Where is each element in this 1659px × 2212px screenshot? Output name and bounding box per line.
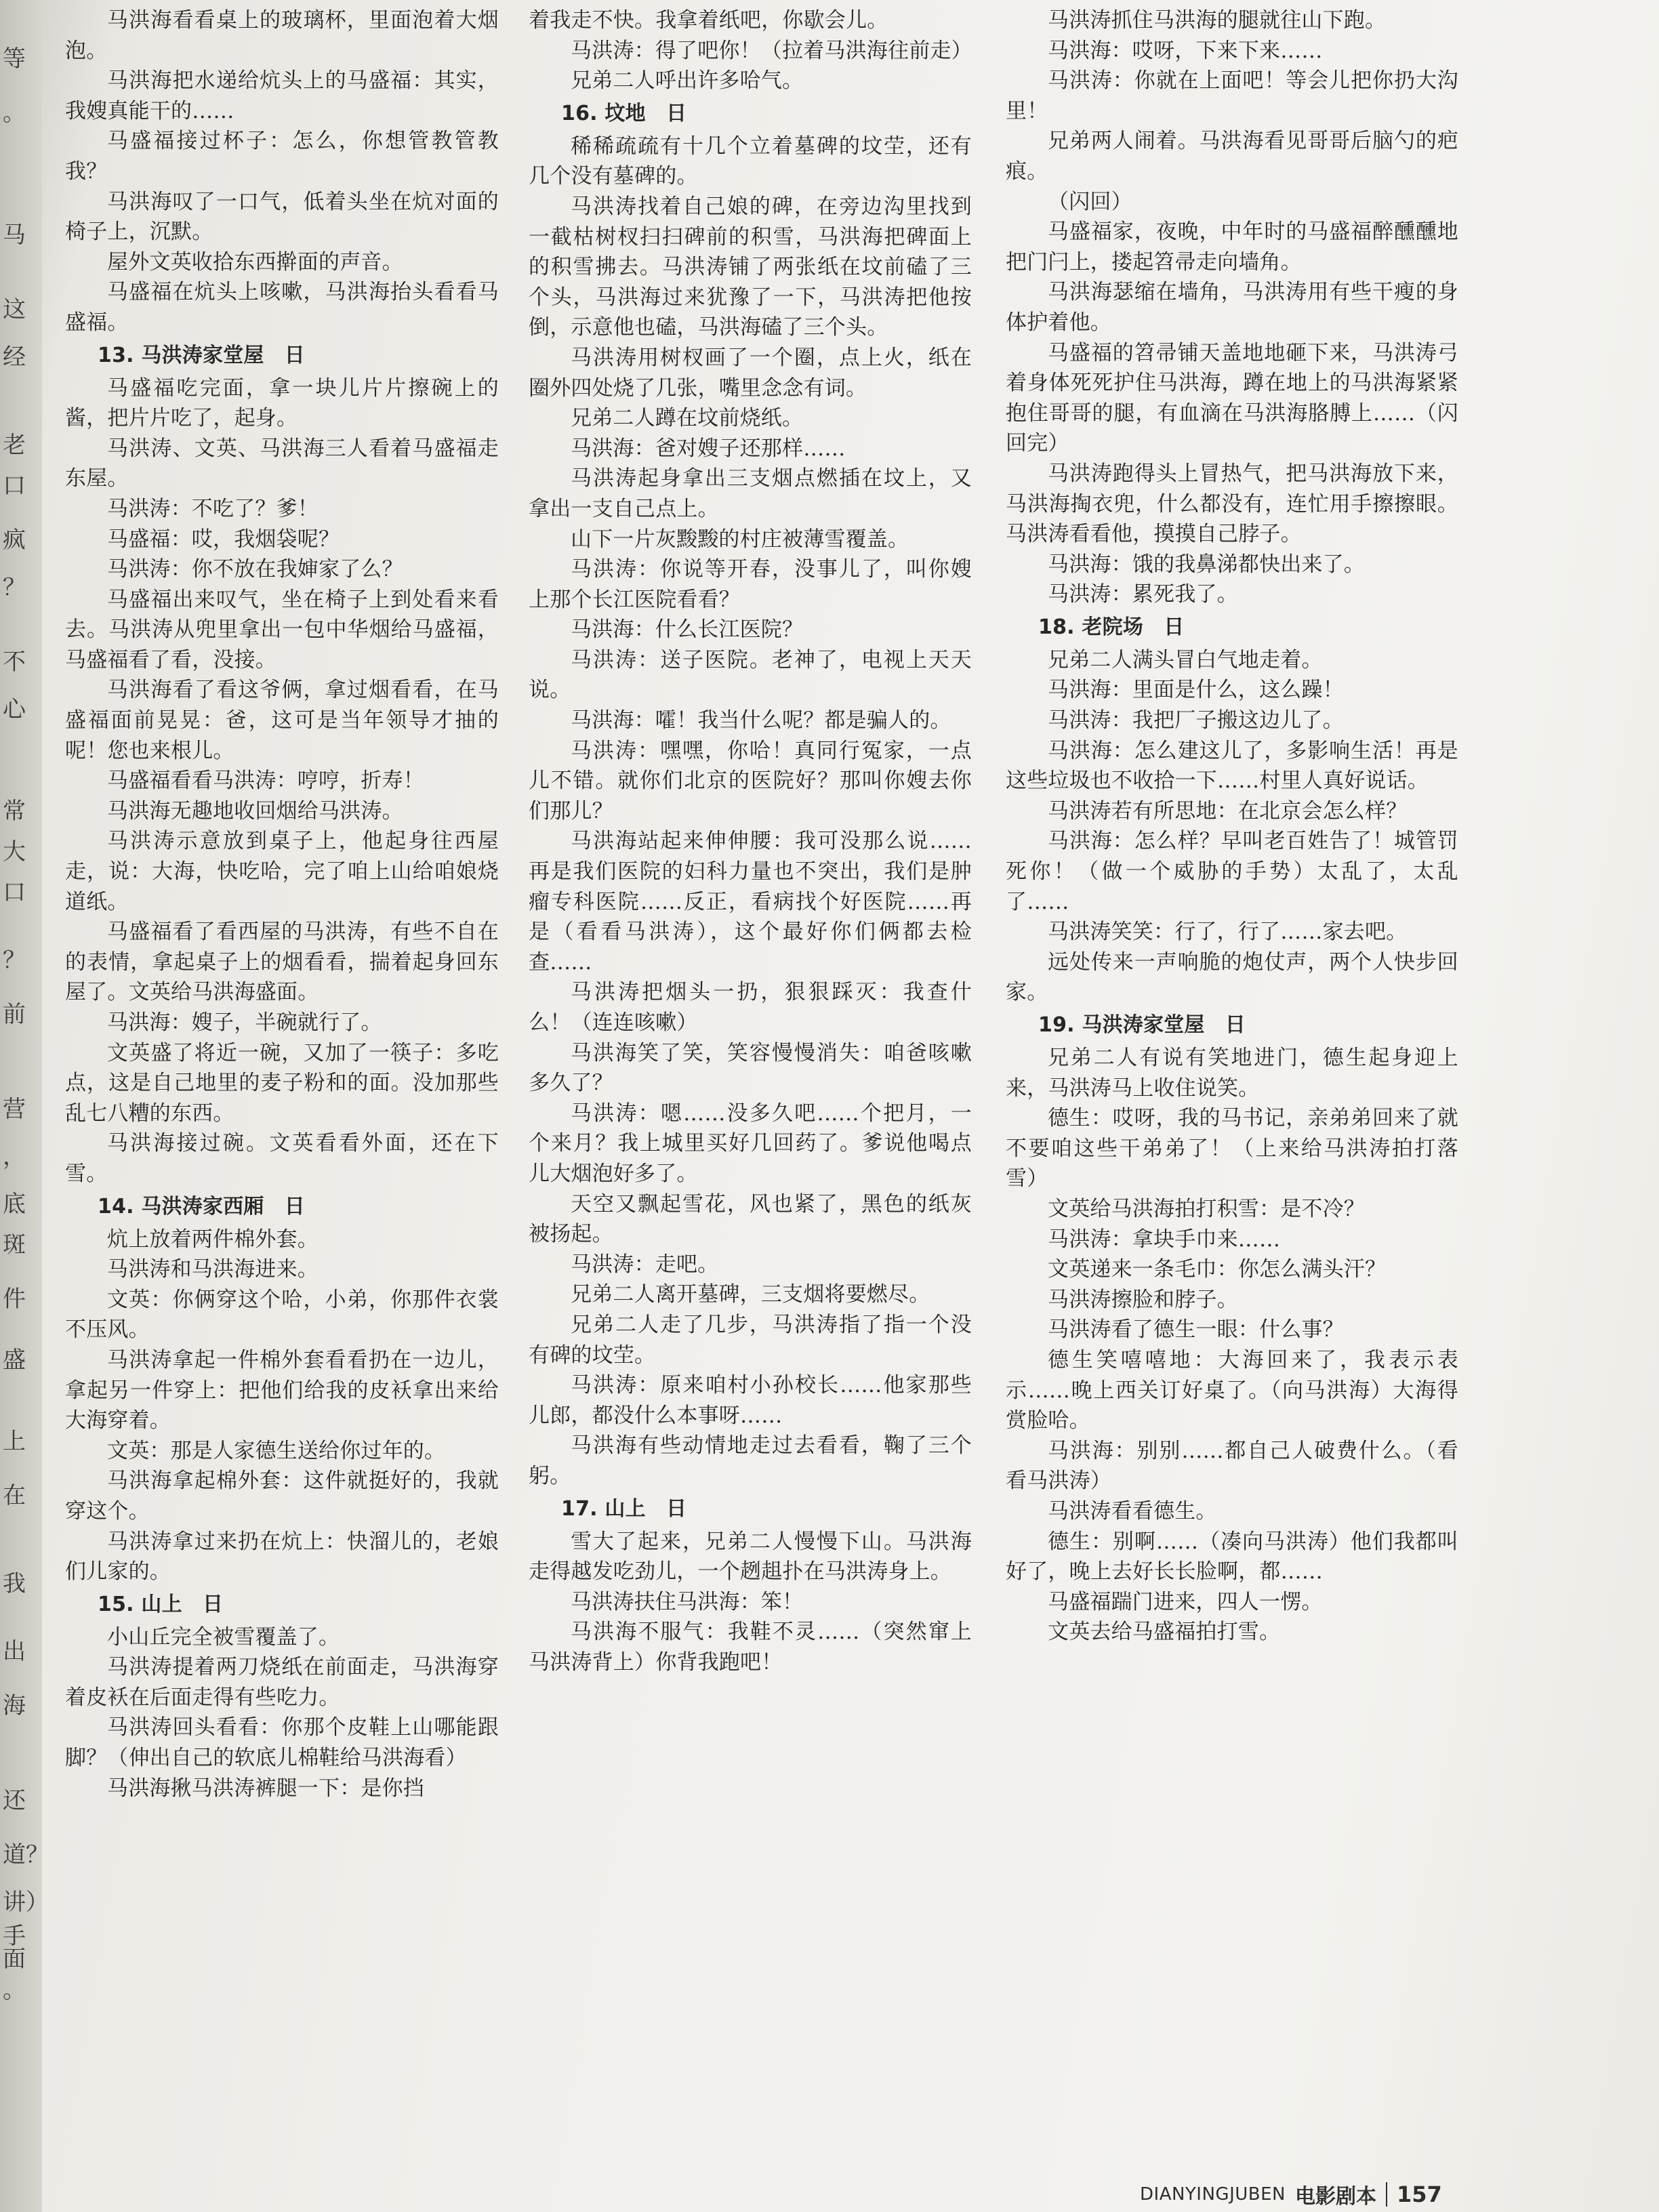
script-paragraph: 马洪海：爸对嫂子还那样……: [571, 436, 846, 461]
script-paragraph: 马洪涛：得了吧你！（拉着马洪海往前走）: [571, 38, 972, 63]
scene-heading: 14. 马洪涛家西厢 日: [98, 1194, 305, 1218]
facing-page-fragment: 经: [3, 344, 26, 371]
facing-page-fragment: 还: [3, 1787, 26, 1814]
script-paragraph: 马洪海接过碗。文英看看外面，还在下雪。: [65, 1131, 499, 1186]
script-paragraph: 马洪海不服气：我鞋不灵……（突然窜上马洪涛背上）你背我跑吧！: [529, 1620, 972, 1675]
script-paragraph: 德生：哎呀，我的马书记，亲弟弟回来了就不要咱这些干弟弟了！（上来给马洪涛拍打落雪）: [1006, 1106, 1458, 1191]
script-paragraph: 马盛福出来叹气，坐在椅子上到处看来看去。马洪涛从兜里拿出一包中华烟给马盛福，马盛福看了看，没接。: [65, 587, 499, 672]
script-paragraph: 屋外文英收拾东西擀面的声音。: [107, 249, 403, 274]
script-paragraph: 马洪涛和马洪海进来。: [107, 1257, 319, 1282]
scene-heading: 15. 山上 日: [98, 1592, 224, 1616]
page-number: 157: [1396, 2182, 1442, 2207]
script-paragraph: 马盛福接过杯子：怎么，你想管教管教我？: [65, 129, 499, 184]
script-paragraph: 马洪涛：拿块手巾来……: [1048, 1227, 1281, 1252]
script-paragraph: 马盛福家，夜晚，中年时的马盛福醉醺醺地把门闩上，搂起笤帚走向墙角。: [1006, 220, 1458, 274]
facing-page-fragment: 底: [3, 1191, 26, 1218]
script-paragraph: 文英盛了将近一碗，又加了一筷子：多吃点，这是自己地里的麦子粉和的面。没加那些乱七八糟的东西。: [65, 1040, 499, 1126]
script-paragraph: 德生笑嘻嘻地：大海回来了，我表示表示……晚上西关订好桌了。（向马洪海）大海得赏脸哈。: [1006, 1347, 1458, 1433]
facing-page-fragment: ？: [3, 947, 26, 974]
script-paragraph: 马洪涛若有所思地：在北京会怎么样？: [1048, 798, 1408, 823]
facing-page-fragment: 讲）: [3, 1889, 49, 1916]
script-paragraph: 马洪海揪马洪涛裤腿一下：是你挡: [107, 1776, 424, 1801]
facing-page-fragment: 海: [3, 1692, 26, 1719]
facing-page-fragment: 斑: [3, 1231, 26, 1258]
script-paragraph: 雪大了起来，兄弟二人慢慢下山。马洪海走得越发吃劲儿，一个趔趄扑在马洪涛身上。: [529, 1529, 972, 1584]
script-paragraph: 马盛福在炕头上咳嗽，马洪海抬头看看马盛福。: [65, 280, 499, 335]
script-paragraph: 小山丘完全被雪覆盖了。: [107, 1624, 340, 1650]
script-paragraph: 马洪涛：原来咱村小孙校长……他家那些儿郎，都没什么本事呀……: [529, 1373, 972, 1428]
script-paragraph: 马洪海：饿的我鼻涕都快出来了。: [1048, 552, 1365, 577]
script-paragraph: 马洪海：哎呀，下来下来……: [1048, 38, 1323, 63]
script-paragraph: 马洪涛抓住马洪海的腿就往山下跑。: [1048, 8, 1387, 33]
script-paragraph: 马洪涛：你就在上面吧！等会儿把你扔大沟里！: [1006, 68, 1458, 123]
facing-page-edge: [0, 0, 49, 2212]
facing-page-fragment: 件: [3, 1286, 26, 1313]
script-paragraph: 马洪涛笑笑：行了，行了……家去吧。: [1048, 920, 1408, 945]
script-paragraph: 马盛福看了看西屋的马洪涛，有些不自在的表情，拿起桌子上的烟看看，揣着起身回东屋了。文英给马洪海盛面。: [65, 920, 499, 1005]
script-paragraph: 马盛福：哎，我烟袋呢？: [107, 527, 340, 552]
facing-page-fragment: 常: [3, 798, 26, 825]
facing-page-fragment: 疯: [3, 527, 26, 554]
script-paragraph: 兄弟二人有说有笑地进门，德生起身迎上来，马洪涛马上收住说笑。: [1006, 1046, 1458, 1101]
script-paragraph: 马洪海无趣地收回烟给马洪涛。: [107, 798, 403, 823]
script-paragraph: 马洪海：里面是什么，这么躁！: [1048, 678, 1344, 703]
script-paragraph: （闪回）: [1048, 189, 1132, 214]
script-paragraph: 马洪海：怎么建这儿了，多影响生活！再是这些垃圾也不收拾一下……村里人真好说话。: [1006, 738, 1458, 794]
script-paragraph: 马洪涛：你说等开春，没事儿了，叫你嫂上那个长江医院看看？: [529, 557, 972, 612]
facing-page-fragment: ，: [3, 1143, 26, 1170]
script-paragraph: 马洪海有些动情地走过去看看，鞠了三个躬。: [529, 1433, 972, 1488]
script-paragraph: 马洪涛看看德生。: [1048, 1498, 1217, 1523]
script-paragraph: 马洪涛擦脸和脖子。: [1048, 1287, 1238, 1312]
script-paragraph: 马盛福吃完面，拿一块儿片片擦碗上的酱，把片片吃了，起身。: [65, 375, 499, 431]
script-paragraph: 马洪涛看了德生一眼：什么事？: [1048, 1317, 1344, 1343]
facing-page-fragment: 上: [3, 1428, 26, 1455]
script-paragraph: 德生：别啊……（凑向马洪涛）他们我都叫好了，晚上去好长长脸啊，都……: [1006, 1529, 1458, 1584]
script-paragraph: 马洪涛：走吧。: [571, 1252, 719, 1277]
script-paragraph: 马洪涛、文英、马洪海三人看着马盛福走东屋。: [65, 436, 499, 491]
scene-heading: 19. 马洪涛家堂屋 日: [1038, 1013, 1246, 1037]
script-paragraph: 马洪涛提着两刀烧纸在前面走，马洪海穿着皮袄在后面走得有些吃力。: [65, 1655, 499, 1710]
script-paragraph: 马洪海叹了一口气，低着头坐在炕对面的椅子上，沉默。: [65, 189, 499, 245]
facing-page-fragment: 前: [3, 1001, 26, 1028]
footer-divider: [1386, 2182, 1387, 2207]
facing-page-fragment: 这: [3, 296, 26, 323]
script-paragraph: 文英递来一条毛巾：你怎么满头汗？: [1048, 1257, 1387, 1282]
facing-page-fragment: 大: [3, 838, 26, 865]
facing-page-fragment: 。: [3, 1977, 26, 2004]
magazine-name-chinese: 电影剧本: [1294, 2185, 1376, 2209]
facing-page-fragment: 马: [3, 222, 26, 249]
facing-page-fragment: 口: [3, 472, 26, 499]
script-paragraph: 马洪海笑了笑，笑容慢慢消失：咱爸咳嗽多久了？: [529, 1040, 972, 1096]
script-paragraph: 兄弟二人呼出许多哈气。: [571, 68, 804, 94]
facing-page-fragment: 在: [3, 1482, 26, 1509]
facing-page-fragment: 营: [3, 1096, 26, 1123]
script-paragraph: 着我走不快。我拿着纸吧，你歇会儿。: [529, 8, 888, 33]
facing-page-fragment: ？: [3, 574, 26, 601]
script-paragraph: 马洪涛用树杈画了一个圈，点上火，纸在圈外四处烧了几张，嘴里念念有词。: [529, 345, 972, 401]
script-paragraph: 文英：那是人家德生送给你过年的。: [107, 1438, 446, 1463]
script-paragraph: 稀稀疏疏有十几个立着墓碑的坟茔，还有几个没有墓碑的。: [529, 134, 972, 189]
script-paragraph: 马洪涛：累死我了。: [1048, 582, 1238, 607]
facing-page-fragment: 不: [3, 649, 26, 676]
facing-page-fragment: 。: [3, 100, 26, 127]
script-paragraph: 马盛福踹门进来，四人一愣。: [1048, 1589, 1323, 1614]
script-paragraph: 兄弟二人满头冒白气地走着。: [1048, 647, 1323, 672]
script-paragraph: 马洪海站起来伸伸腰：我可没那么说……再是我们医院的妇科力量也不突出，我们是肿瘤专科医院……反正，看病找个好医院……再是（看看马洪涛），这个最好你们俩都去检查……: [529, 829, 972, 975]
script-paragraph: 马洪涛拿过来扔在炕上：快溜儿的，老娘们儿家的。: [65, 1529, 499, 1584]
script-paragraph: 文英：你俩穿这个哈，小弟，你那件衣裳不压风。: [65, 1287, 499, 1343]
facing-page-fragment: 手面: [3, 1923, 26, 1973]
script-paragraph: 马洪涛：送子医院。老神了，电视上天天说。: [529, 647, 972, 703]
script-paragraph: 马洪涛：我把厂子搬这边儿了。: [1048, 708, 1344, 733]
facing-page-fragment: 道？: [3, 1841, 49, 1868]
script-paragraph: 马洪海瑟缩在墙角，马洪涛用有些干瘦的身体护着他。: [1006, 280, 1458, 335]
script-paragraph: 兄弟两人闹着。马洪海看见哥哥后脑勺的疤痕。: [1006, 129, 1458, 184]
scene-heading: 16. 坟地 日: [561, 101, 687, 125]
script-paragraph: 马洪海拿起棉外套：这件就挺好的，我就穿这个。: [65, 1469, 499, 1523]
script-paragraph: 马洪涛：嗯……没多久吧……个把月，一个来月？我上城里买好几回药了。爹说他喝点儿大烟泡好多了。: [529, 1101, 972, 1186]
text-column-left: [65, 5, 499, 1803]
script-paragraph: 马洪涛找着自己娘的碑，在旁边沟里找到一截枯树杈扫扫碑前的积雪，马洪海把碑面上的积雪拂去。马洪涛铺了两张纸在坟前磕了三个头，马洪海过来犹豫了一下，马洪涛把他按倒，示意他也磕，马洪海磕了三个头。: [529, 194, 972, 340]
script-paragraph: 马洪海看了看这爷俩，拿过烟看看，在马盛福面前晃晃：爸，这可是当年领导才抽的呢！您也来根儿。: [65, 678, 499, 763]
facing-page-fragment: 心: [3, 696, 26, 723]
script-paragraph: 马洪海：怎么样？早叫老百姓告了！城管罚死你！（做一个威胁的手势）太乱了，太乱了……: [1006, 829, 1458, 914]
facing-page-fragment: 盛: [3, 1347, 26, 1374]
scene-heading: 18. 老院场 日: [1038, 615, 1185, 639]
page-footer: [1140, 2181, 1442, 2208]
script-paragraph: 马洪海：嫂子，半碗就行了。: [107, 1010, 382, 1035]
script-paragraph: 马洪涛把烟头一扔，狠狠踩灭：我查什么！（连连咳嗽）: [529, 980, 972, 1035]
script-paragraph: 山下一片灰黢黢的村庄被薄雪覆盖。: [571, 527, 909, 552]
script-paragraph: 马盛福的笤帚铺天盖地地砸下来，马洪涛弓着身体死死护住马洪海，蹲在地上的马洪海紧紧抱住哥哥的腿，有血滴在马洪海胳膊上……（闪回完）: [1006, 340, 1458, 456]
script-paragraph: 马洪海把水递给炕头上的马盛福：其实，我嫂真能干的……: [65, 68, 499, 123]
script-paragraph: 马洪涛：嘿嘿，你哈！真同行冤家，一点儿不错。就你们北京的医院好？那叫你嫂去你们那儿？: [529, 738, 972, 823]
script-paragraph: 马洪海：什么长江医院？: [571, 617, 804, 642]
script-paragraph: 文英给马洪海拍打积雪：是不冷？: [1048, 1196, 1365, 1221]
text-column-middle: [529, 5, 972, 1677]
script-paragraph: 马盛福看看马洪涛：哼哼，折寿！: [107, 769, 424, 794]
script-paragraph: 马洪涛：你不放在我婶家了么？: [107, 557, 403, 582]
script-paragraph: 马洪海：别别……都自己人破费什么。（看看马洪涛）: [1006, 1438, 1458, 1494]
script-paragraph: 炕上放着两件棉外套。: [107, 1227, 319, 1252]
script-paragraph: 文英去给马盛福拍打雪。: [1048, 1620, 1281, 1645]
script-paragraph: 马洪涛扶住马洪海：笨！: [571, 1589, 804, 1614]
script-paragraph: 马洪海看看桌上的玻璃杯，里面泡着大烟泡。: [65, 8, 499, 63]
text-column-right: [1006, 5, 1458, 1647]
script-paragraph: 马洪涛：不吃了？爹！: [107, 496, 319, 521]
scene-heading: 13. 马洪涛家堂屋 日: [98, 343, 305, 367]
scene-heading: 17. 山上 日: [561, 1496, 687, 1521]
script-paragraph: 马洪涛拿起一件棉外套看看扔在一边儿，拿起另一件穿上：把他们给我的皮袄拿出来给大海穿着。: [65, 1347, 499, 1433]
script-paragraph: 马洪涛回头看看：你那个皮鞋上山哪能跟脚？（伸出自己的软底儿棉鞋给马洪海看）: [65, 1715, 499, 1771]
script-paragraph: 兄弟二人走了几步，马洪涛指了指一个没有碑的坟茔。: [529, 1312, 972, 1368]
magazine-name-latin: DIANYINGJUBEN: [1140, 2184, 1286, 2205]
script-paragraph: 马洪涛示意放到桌子上，他起身往西屋走，说：大海，快吃哈，完了咱上山给咱娘烧道纸。: [65, 829, 499, 914]
script-paragraph: 马洪涛跑得头上冒热气，把马洪海放下来，马洪海掏衣兜，什么都没有，连忙用手擦擦眼。马洪涛看看他，摸摸自己脖子。: [1006, 461, 1458, 547]
facing-page-fragment: 我: [3, 1570, 26, 1597]
facing-page-fragment: 口: [3, 879, 26, 906]
facing-page-fragment: 老: [3, 432, 26, 459]
facing-page-fragment: 出: [3, 1638, 26, 1665]
script-paragraph: 天空又飘起雪花，风也紧了，黑色的纸灰被扬起。: [529, 1191, 972, 1247]
script-paragraph: 兄弟二人离开墓碑，三支烟将要燃尽。: [571, 1282, 930, 1307]
script-paragraph: 兄弟二人蹲在坟前烧纸。: [571, 406, 804, 431]
script-paragraph: 马洪海：嚯！我当什么呢？都是骗人的。: [571, 708, 951, 733]
facing-page-fragment: 等: [3, 45, 26, 73]
script-paragraph: 马洪涛起身拿出三支烟点燃插在坟上，又拿出一支自己点上。: [529, 466, 972, 521]
script-paragraph: 远处传来一声响脆的炮仗声，两个人快步回家。: [1006, 949, 1458, 1005]
